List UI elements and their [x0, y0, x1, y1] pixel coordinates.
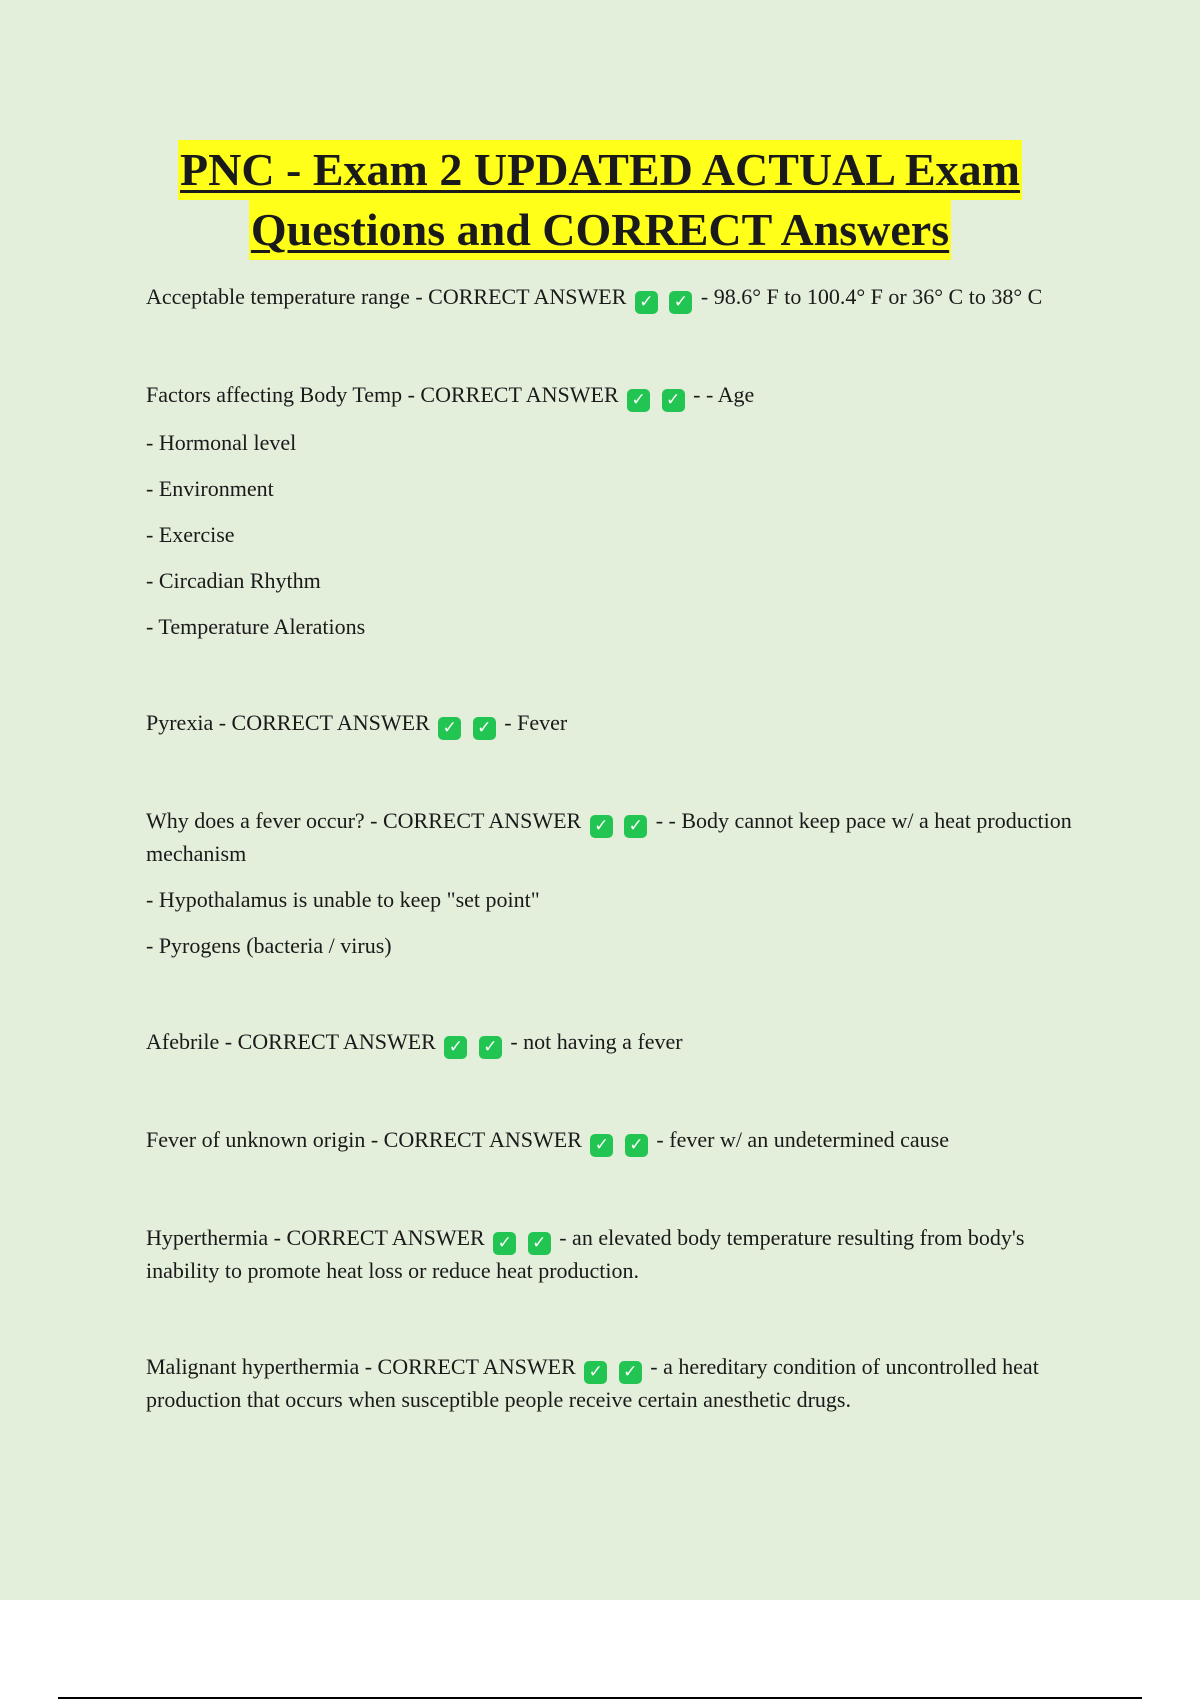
qa-list	[146, 281, 1076, 1430]
check-mark-icon: ✓	[438, 717, 461, 740]
qa-question-line	[146, 379, 1076, 412]
question-term: Factors affecting Body Temp - CORRECT ANSWER	[146, 382, 619, 407]
qa-question-line	[146, 1351, 1076, 1415]
answer-list-item: - Exercise	[146, 522, 235, 547]
footer-rule	[58, 1697, 1142, 1699]
answer-text: - Fever	[504, 710, 568, 735]
qa-entry	[146, 805, 1076, 961]
check-mark-icon: ✓	[444, 1036, 467, 1059]
question-term: Fever of unknown origin - CORRECT ANSWER	[146, 1127, 582, 1152]
entry-spacer	[146, 976, 1076, 1026]
check-mark-icon: ✓	[619, 1361, 642, 1384]
title-line-1: PNC - Exam 2 UPDATED ACTUAL Exam	[178, 140, 1022, 200]
entry-spacer	[146, 755, 1076, 805]
qa-question-line	[146, 281, 1076, 314]
check-mark-icon: ✓	[662, 389, 685, 412]
answer-list-item: - Pyrogens (bacteria / virus)	[146, 933, 392, 958]
answer-text: - an elevated body temperature resulting from body's inability to promote heat loss or reduce heat production.	[146, 1225, 1025, 1283]
question-term: Why does a fever occur? - CORRECT ANSWER	[146, 808, 582, 833]
answer-list-item: - Circadian Rhythm	[146, 568, 321, 593]
check-mark-icon: ✓	[528, 1232, 551, 1255]
check-mark-icon: ✓	[669, 291, 692, 314]
check-mark-icon: ✓	[590, 1134, 613, 1157]
question-term: Hyperthermia - CORRECT ANSWER	[146, 1225, 485, 1250]
document-title	[0, 140, 1200, 260]
answer-list-item: - Temperature Alerations	[146, 614, 366, 639]
answer-text: - not having a fever	[510, 1029, 683, 1054]
qa-entry	[146, 281, 1076, 314]
entry-spacer	[146, 1172, 1076, 1222]
answer-text: - a hereditary condition of uncontrolled heat production that occurs when susceptible people receive certain anesthetic drugs.	[146, 1354, 1039, 1412]
qa-entry	[146, 1026, 1076, 1059]
answer-text: - - Body cannot keep pace w/ a heat production mechanism	[146, 808, 1072, 866]
check-mark-icon: ✓	[627, 389, 650, 412]
check-mark-icon: ✓	[625, 1134, 648, 1157]
qa-question-line	[146, 1124, 1076, 1157]
qa-question-line	[146, 805, 1076, 869]
qa-entry	[146, 379, 1076, 642]
qa-question-line	[146, 1026, 1076, 1059]
question-term: Afebrile - CORRECT ANSWER	[146, 1029, 436, 1054]
check-mark-icon: ✓	[493, 1232, 516, 1255]
qa-entry	[146, 1124, 1076, 1157]
qa-entry	[146, 707, 1076, 740]
qa-question-line	[146, 1222, 1076, 1286]
question-term: Malignant hyperthermia - CORRECT ANSWER	[146, 1354, 576, 1379]
entry-spacer	[146, 329, 1076, 379]
question-term: Acceptable temperature range - CORRECT ANSWER	[146, 284, 627, 309]
qa-entry	[146, 1351, 1076, 1415]
check-mark-icon: ✓	[590, 815, 613, 838]
check-mark-icon: ✓	[479, 1036, 502, 1059]
qa-entry	[146, 1222, 1076, 1286]
answer-text: - fever w/ an undetermined cause	[656, 1127, 950, 1152]
check-mark-icon: ✓	[624, 815, 647, 838]
check-mark-icon: ✓	[473, 717, 496, 740]
check-mark-icon: ✓	[635, 291, 658, 314]
entry-spacer	[146, 657, 1076, 707]
title-line-2: Questions and CORRECT Answers	[249, 200, 951, 260]
answer-list-item: - Environment	[146, 476, 274, 501]
check-mark-icon: ✓	[584, 1361, 607, 1384]
answer-text: - - Age	[693, 382, 755, 407]
question-term: Pyrexia - CORRECT ANSWER	[146, 710, 430, 735]
answer-text: - 98.6° F to 100.4° F or 36° C to 38° C	[700, 284, 1043, 309]
qa-question-line	[146, 707, 1076, 740]
entry-spacer	[146, 1301, 1076, 1351]
answer-list-item: - Hormonal level	[146, 430, 297, 455]
answer-list-item: - Hypothalamus is unable to keep "set point"	[146, 887, 540, 912]
entry-spacer	[146, 1074, 1076, 1124]
